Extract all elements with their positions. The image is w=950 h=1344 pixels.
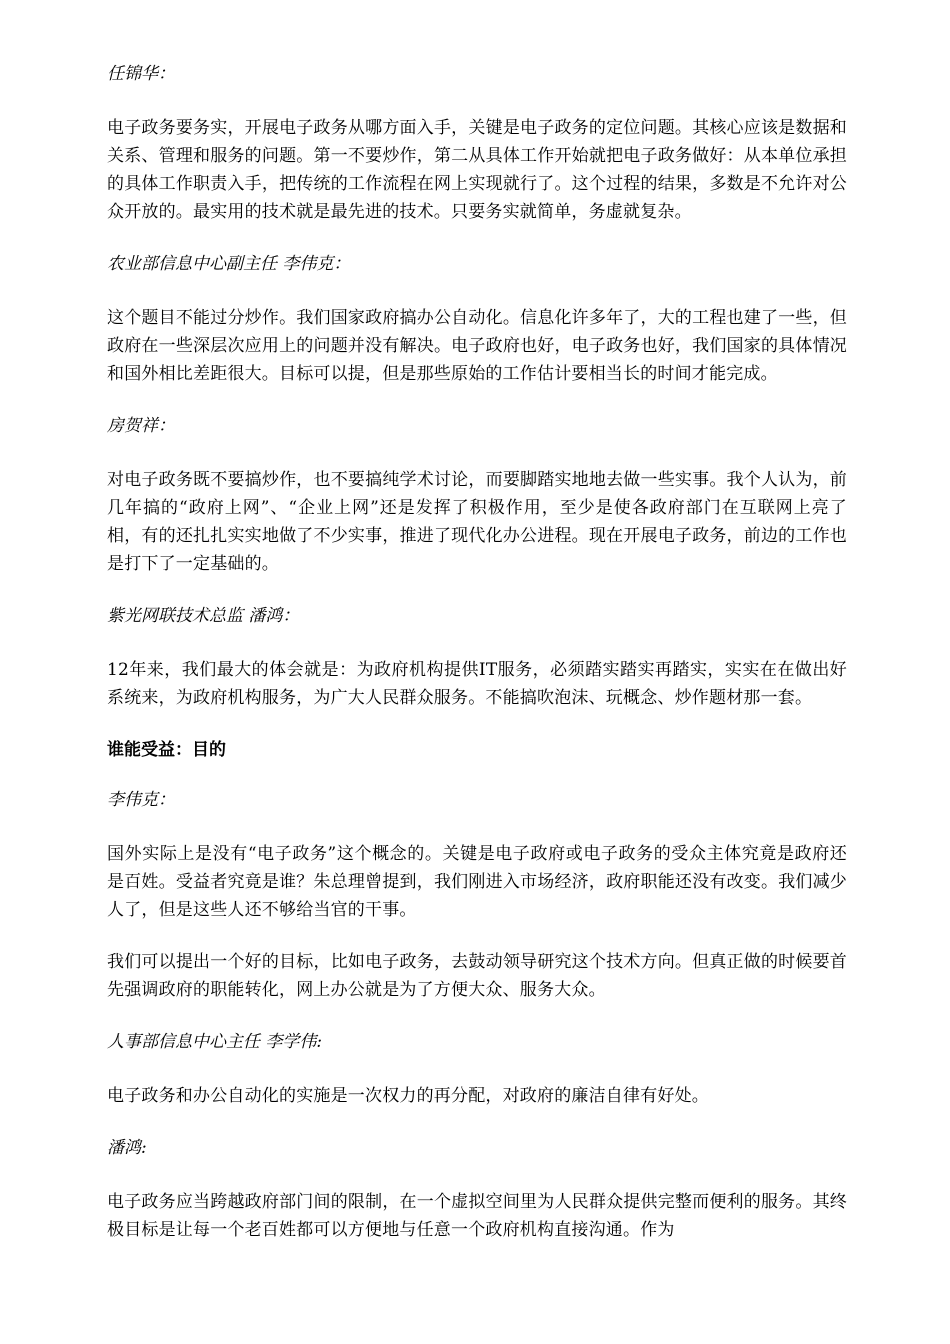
document-page [107,60,847,1268]
section-heading: 谁能受益：目的 [107,740,226,760]
paragraph: 12年来，我们最大的体会就是：为政府机构提供IT服务，必须踏实踏实再踏实，实实在在做出好系统来，为政府机构服务，为广大人民群众服务。不能搞吹泡沫、玩概念、炒作题材那一套。 [107,660,847,708]
speaker-label: 李伟克： [107,790,175,810]
speaker-label: 农业部信息中心副主任 李伟克： [107,254,351,274]
speaker-label: 人事部信息中心主任 李学伟: [107,1032,323,1052]
paragraph: 电子政务应当跨越政府部门间的限制，在一个虚拟空间里为人民群众提供完整而便利的服务。其终极目标是让每一个老百姓都可以方便地与任意一个政府机构直接沟通。作为 [107,1192,847,1240]
paragraph: 对电子政务既不要搞炒作，也不要搞纯学术讨论，而要脚踏实地地去做一些实事。我个人认为，前几年搞的“政府上网”、“企业上网”还是发挥了积极作用，至少是使各政府部门在互联网上亮了相，有的还扎扎实实地做了不少实事，推进了现代化办公进程。现在开展电子政务，前边的工作也是打下了一定基础的。 [107,470,847,574]
speaker-label: 任锦华： [107,64,175,84]
paragraph: 电子政务和办公自动化的实施是一次权力的再分配，对政府的廉洁自律有好处。 [107,1086,709,1106]
speaker-label: 潘鸿: [107,1138,147,1158]
paragraph: 这个题目不能过分炒作。我们国家政府搞办公自动化。信息化许多年了，大的工程也建了一些，但政府在一些深层次应用上的问题并没有解决。电子政府也好，电子政务也好，我们国家的具体情况和国外相比差距很大。目标可以提，但是那些原始的工作估计要相当长的时间才能完成。 [107,308,847,384]
paragraph: 我们可以提出一个好的目标，比如电子政务，去鼓动领导研究这个技术方向。但真正做的时候要首先强调政府的职能转化，网上办公就是为了方便大众、服务大众。 [107,952,847,1000]
paragraph: 电子政务要务实，开展电子政务从哪方面入手，关键是电子政务的定位问题。其核心应该是数据和关系、管理和服务的问题。第一不要炒作，第二从具体工作开始就把电子政务做好：从本单位承担的具体工作职责入手，把传统的工作流程在网上实现就行了。这个过程的结果，多数是不允许对公众开放的。最实用的技术就是最先进的技术。只要务实就简单，务虚就复杂。 [107,118,847,222]
speaker-label: 紫光网联技术总监 潘鸿： [107,606,300,626]
speaker-label: 房贺祥： [107,416,175,436]
paragraph: 国外实际上是没有“电子政务”这个概念的。关键是电子政府或电子政务的受众主体究竟是政府还是百姓。受益者究竟是谁？朱总理曾提到，我们刚进入市场经济，政府职能还没有改变。我们减少人了，但是这些人还不够给当官的干事。 [107,844,847,920]
